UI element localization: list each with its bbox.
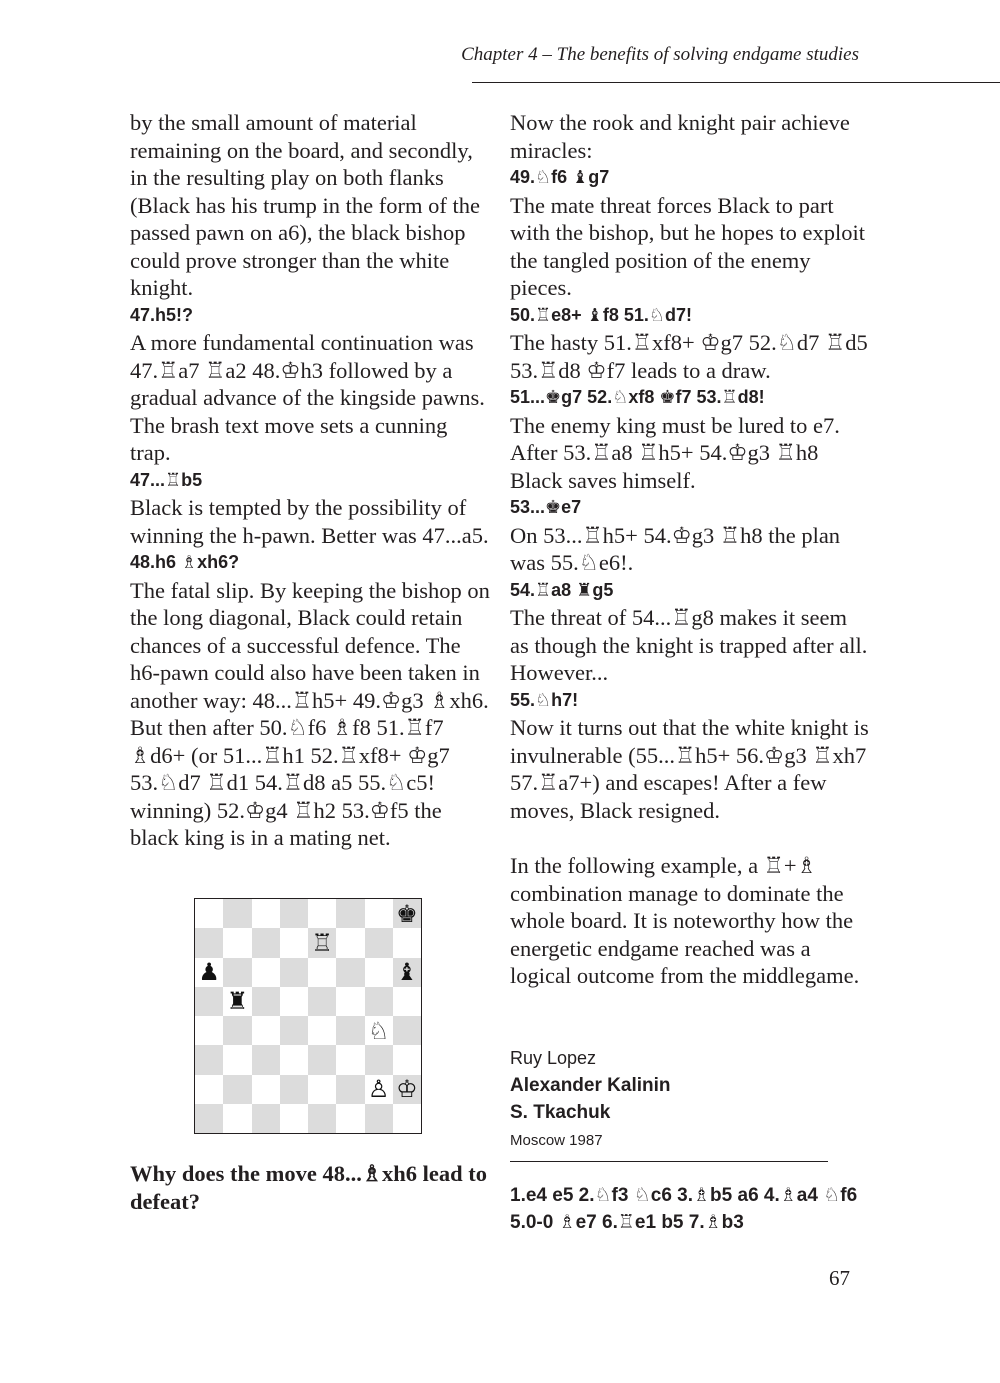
paragraph: On 53...♖h5+ 54.♔g3 ♖h8 the plan was 55.♘e6!. [510, 522, 841, 575]
board-square [365, 899, 393, 928]
game-moves: 1.e4 e5 2.♘f3 ♘c6 3.♗b5 a6 4.♗a4 ♘f6 5.0-0 ♗e7 6.♖e1 b5 7.♗b3 [510, 1185, 858, 1233]
board-square [280, 958, 308, 987]
board-square [223, 1045, 251, 1074]
right-column [510, 109, 870, 990]
board-square [336, 1045, 364, 1074]
board-square [195, 1075, 223, 1104]
move-heading: 55.♘h7! [510, 689, 579, 710]
board-square [336, 1104, 364, 1133]
black-player: S. Tkachuk [510, 1102, 611, 1123]
chess-piece-square: ♝ [393, 958, 421, 987]
board-square [252, 958, 280, 987]
paragraph: In the following example, a ♖+♗ combination manage to dominate the whole board. It is noteworthy how the energetic endgame reached was a logical outcome from the middlegame. [510, 853, 860, 988]
board-square [252, 1045, 280, 1074]
board-square [336, 958, 364, 987]
board-square [393, 987, 421, 1016]
board-square [252, 1075, 280, 1104]
paragraph: The enemy king must be lured to e7. After 53.♖a8 ♖h5+ 54.♔g3 ♖h8 Black saves himself. [510, 412, 840, 493]
board-square [252, 899, 280, 928]
board-square [336, 899, 364, 928]
paragraph: Now the rook and knight pair achieve miracles: [510, 110, 850, 163]
move-heading: 47...♖b5 [130, 469, 203, 490]
board-square [308, 958, 336, 987]
paragraph: The fatal slip. By keeping the bishop on the long diagonal, Black could retain chances of a successful defence. The h6-pawn could also have been taken in another way: 48...♖h5+ 49.♔g3 ♗xh6. But then after 50.♘f6 ♗f8 51.♖f7 ♗d6+ (or 51...♖h1 52.♖xf8+ ♔g7 53.♘d7 ♖d1 54.♖d8 a5 55.♘c5! winning) 52.♔g4 ♖h2 53.♔f5 the black king is in a mating net. [130, 577, 490, 850]
page-number: 67 [829, 1266, 850, 1290]
paragraph: The hasty 51.♖xf8+ ♔g7 52.♘d7 ♖d5 53.♖d8 ♔f7 leads to a draw. [510, 330, 868, 383]
chess-piece-square: ♘ [365, 1016, 393, 1045]
board-square [308, 1104, 336, 1133]
board-square [252, 1016, 280, 1045]
board-square [336, 987, 364, 1016]
left-column [130, 109, 490, 852]
board-square [280, 899, 308, 928]
board-square [280, 1104, 308, 1133]
board-square [280, 1016, 308, 1045]
board-square [195, 1016, 223, 1045]
board-square [365, 928, 393, 957]
board-square [365, 1045, 393, 1074]
board-square [280, 1045, 308, 1074]
paragraph: by the small amount of material remaining on the board, and secondly, in the resulting play on both flanks (Black has his trump in the form of the passed pawn on a6), the black bishop could prove stronger than the white knight. [130, 110, 480, 300]
board-square [252, 928, 280, 957]
board-square [223, 958, 251, 987]
chess-board [195, 899, 421, 1133]
event: Moscow 1987 [510, 1132, 603, 1149]
move-heading: 51...♚g7 52.♘xf8 ♚f7 53.♖d8! [510, 387, 765, 407]
chess-piece-square: ♖ [308, 928, 336, 957]
board-square [195, 899, 223, 928]
board-square [223, 1016, 251, 1045]
board-square [393, 928, 421, 957]
paragraph: The threat of 54...♖g8 makes it seem as though the knight is trapped after all. However... [510, 605, 868, 685]
board-square [223, 1075, 251, 1104]
paragraph: Black is tempted by the possibility of winning the h-pawn. Better was 47...a5. [130, 495, 489, 548]
board-square [308, 1016, 336, 1045]
board-square [308, 987, 336, 1016]
move-heading: 50.♖e8+ ♝f8 51.♘d7! [510, 304, 692, 325]
move-heading: 53...♚e7 [510, 497, 582, 517]
chess-piece-square: ♚ [393, 899, 421, 928]
board-square [393, 1045, 421, 1074]
board-square [336, 1016, 364, 1045]
board-square [393, 1104, 421, 1133]
running-header: Chapter 4 – The benefits of solving endgame studies [461, 44, 859, 65]
board-square [223, 928, 251, 957]
board-square [365, 1104, 393, 1133]
question: Why does the move 48...♗xh6 lead to defeat? [130, 1161, 488, 1214]
move-heading: 54.♖a8 ♜g5 [510, 579, 614, 600]
opening-name: Ruy Lopez [510, 1048, 597, 1068]
chess-piece-square: ♙ [365, 1075, 393, 1104]
board-square [195, 928, 223, 957]
header-rule [472, 82, 1000, 83]
paragraph-gap [510, 824, 870, 852]
chess-piece-square: ♔ [393, 1075, 421, 1104]
paragraph: Now it turns out that the white knight is invulnerable (55...♖h5+ 56.♔g3 ♖xh7 57.♖a7+) and escapes! After a few moves, Black resigned. [510, 715, 869, 823]
board-square [252, 987, 280, 1016]
paragraph: A more fundamental continuation was 47.♖a7 ♖a2 48.♔h3 followed by a gradual advance of the kingside pawns. The brash text move sets a cunning trap. [130, 330, 485, 465]
move-heading: 49.♘f6 ♝g7 [510, 167, 610, 187]
move-heading: 48.h6 ♗xh6? [130, 552, 240, 572]
board-square [280, 1075, 308, 1104]
board-square [195, 1045, 223, 1074]
white-player: Alexander Kalinin [510, 1075, 671, 1096]
board-square [308, 899, 336, 928]
board-square [280, 928, 308, 957]
board-square [308, 1045, 336, 1074]
board-square [308, 1075, 336, 1104]
board-square [336, 1075, 364, 1104]
board-square [365, 987, 393, 1016]
board-square [223, 1104, 251, 1133]
board-square [365, 958, 393, 987]
board-square [280, 987, 308, 1016]
paragraph: The mate threat forces Black to part with the bishop, but he hopes to exploit the tangled position of the enemy pieces. [510, 192, 865, 300]
board-square [223, 899, 251, 928]
game-info-rule [510, 1161, 828, 1162]
board-square [195, 1104, 223, 1133]
board-square [393, 1016, 421, 1045]
board-square [195, 987, 223, 1016]
chess-piece-square: ♟ [195, 958, 223, 987]
move-heading: 47.h5!? [130, 304, 194, 325]
chess-diagram [194, 898, 422, 1134]
board-square [252, 1104, 280, 1133]
board-square [336, 928, 364, 957]
game-info [510, 1045, 840, 1156]
chess-piece-square: ♜ [223, 987, 251, 1016]
